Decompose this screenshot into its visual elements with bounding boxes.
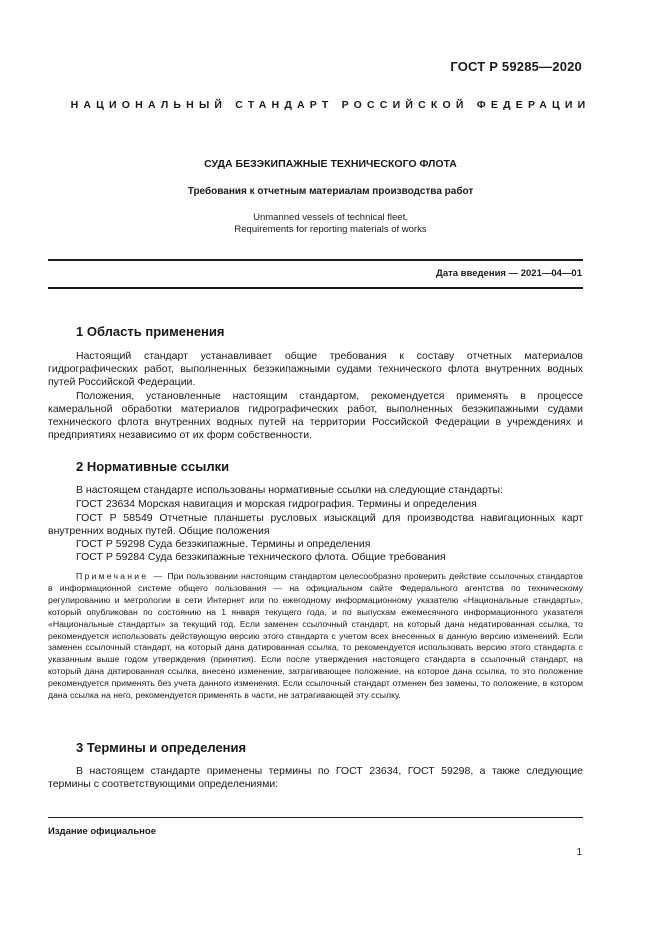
section-1-body [48,350,583,442]
section-3-heading: 3 Термины и определения [76,740,247,755]
reference-gost-58549: ГОСТ Р 58549 Отчетные планшеты русловых изыскаций для производства навигационных карт внутренних водных путей. Общие положения [48,512,583,538]
section-2-intro: В настоящем стандарте использованы нормативные ссылки на следующие стандарты: [76,484,503,496]
english-title-line-2: Requirements for reporting materials of works [234,224,427,235]
reference-gost-59298: ГОСТ Р 59298 Суда безэкипажные. Термины и определения [76,538,371,550]
section-3-body [48,765,583,791]
divider-bottom [48,287,583,289]
introduction-date: Дата введения — 2021—04—01 [436,268,582,279]
page-number: 1 [576,847,582,858]
document-title: СУДА БЕЗЭКИПАЖНЫЕ ТЕХНИЧЕСКОГО ФЛОТА [204,158,457,170]
note-text: При пользовании настоящим стандартом целесообразно проверить действие ссылочных стандартов в информационной системе общего пользования — на официальном сайте Федерального агентства по техническому регулированию и метрологии в сети Интернет или по ежегодному информационному указателю «Национальные стандарты», который опубликован по состоянию на 1 января текущего года, и по выпускам ежемесячного информационного указателя «Национальные стандарты» за текущий год. Если заменен ссылочный стандарт, на который дана недатированная ссылка, то рекомендуется использовать действующую версию этого стандарта с учетом всех внесенных в данную версию изменений. Если заменен ссылочный стандарт, на который дана датированная ссылка, то рекомендуется использовать версию этого стандарта с указанным выше годом утверждения (принятия). Если после утверждения настоящего стандарта в ссылочный стандарт, на который дана датированная ссылка, внесено изменение, затрагивающее положение, на которое дана ссылка, то это положение рекомендуется применять без учета данного изменения. Если ссылочный стандарт отменен без замены, то положение, в котором дана ссылка на него, рекомендуется применять в части, не затрагивающей эту ссылку. [48,571,583,701]
divider-top [48,259,583,261]
section-2-heading: 2 Нормативные ссылки [76,459,230,474]
section-1-heading: 1 Область применения [76,324,225,339]
section-1-paragraph-2: Положения, установленные настоящим стандартом, рекомендуется применять в процессе камеральной обработки материалов гидрографических работ, выполненных безэкипажными судами технического флота внутренних водных путей на территории Российской Федерации в учреждениях и предприятиях независимо от их форм собственности. [48,389,583,442]
note-block [48,571,583,702]
official-edition-label: Издание официальное [48,826,156,837]
national-standard-banner: НАЦИОНАЛЬНЫЙ СТАНДАРТ РОССИЙСКОЙ ФЕДЕРАЦИИ [70,99,591,111]
reference-gost-23634: ГОСТ 23634 Морская навигация и морская гидрография. Термины и определения [76,498,477,510]
note-label: Примечание — [76,571,165,581]
reference-gost-59284: ГОСТ Р 59284 Суда безэкипажные технического флота. Общие требования [76,551,446,563]
english-title-line-1: Unmanned vessels of technical fleet. [253,212,408,223]
footer-divider [48,817,583,818]
section-1-paragraph-1: Настоящий стандарт устанавливает общие требования к составу отчетных материалов гидрографических работ, выполненных безэкипажными судами технического флота внутренних водных путей Российской Федерации. [48,350,583,389]
section-3-paragraph: В настоящем стандарте применены термины по ГОСТ 23634, ГОСТ 59298, а также следующие термины с соответствующими определениями: [48,765,583,791]
reference-gost-58549-block [48,512,583,538]
gost-number: ГОСТ Р 59285—2020 [450,59,582,74]
document-subtitle: Требования к отчетным материалам производства работ [187,186,474,197]
